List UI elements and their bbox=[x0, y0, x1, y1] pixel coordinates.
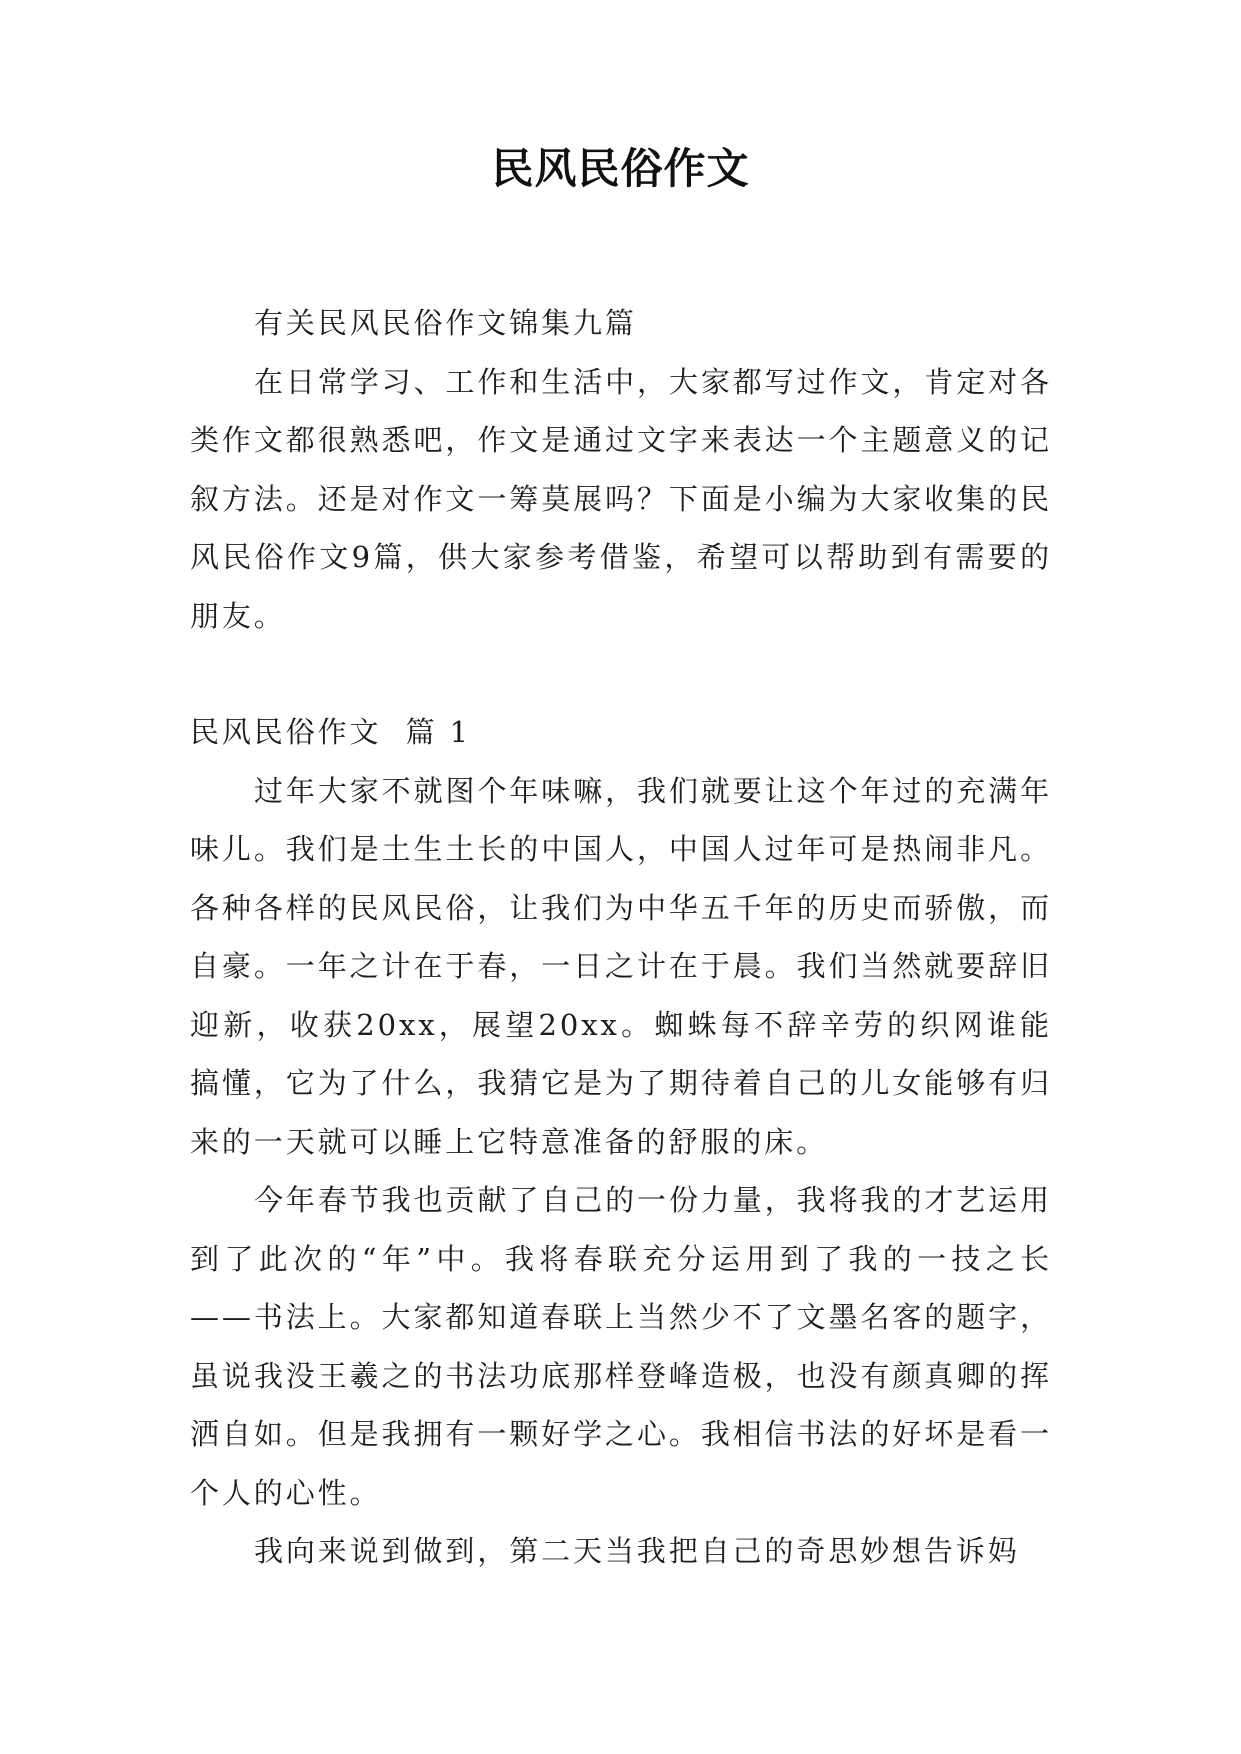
document-title: 民风民俗作文 bbox=[491, 144, 750, 193]
body-paragraph: 过年大家不就图个年味嘛，我们就要让这个年过的充满年味儿。我们是土生土长的中国人，中国人过年可是热闹非凡。各种各样的民风民俗，让我们为中华五千年的历史而骄傲，而自豪。一年之计在于春，一日之计在于晨。我们当然就要辞旧迎新，收获20xx，展望20xx。蜘蛛每不辞辛劳的织网谁能搞懂，它为了什么，我猜它是为了期待着自己的儿女能够有归来的一天就可以睡上它特意准备的舒服的床。 bbox=[190, 773, 1052, 1159]
body-paragraph: 今年春节我也贡献了自己的一份力量，我将我的才艺运用到了此次的“年”中。我将春联充分运用到了我的一技之长——书法上。大家都知道春联上当然少不了文墨名客的题字，虽说我没王羲之的书法功底那样登峰造极，也没有颜真卿的挥洒自如。但是我拥有一颗好学之心。我相信书法的好坏是看一个人的心性。 bbox=[190, 1183, 1052, 1510]
section-heading: 民风民俗作文 篇 1 bbox=[190, 715, 472, 749]
document-body bbox=[190, 294, 1052, 1581]
document-subtitle: 有关民风民俗作文锦集九篇 bbox=[254, 306, 637, 340]
intro-paragraph: 在日常学习、工作和生活中，大家都写过作文，肯定对各类作文都很熟悉吧，作文是通过文字来表达一个主题意义的记叙方法。还是对作文一筹莫展吗？下面是小编为大家收集的民风民俗作文9篇，供大家参考借鉴，希望可以帮助到有需要的朋友。 bbox=[190, 364, 1052, 633]
body-paragraph: 我向来说到做到，第二天当我把自己的奇思妙想告诉妈 bbox=[254, 1534, 1020, 1568]
